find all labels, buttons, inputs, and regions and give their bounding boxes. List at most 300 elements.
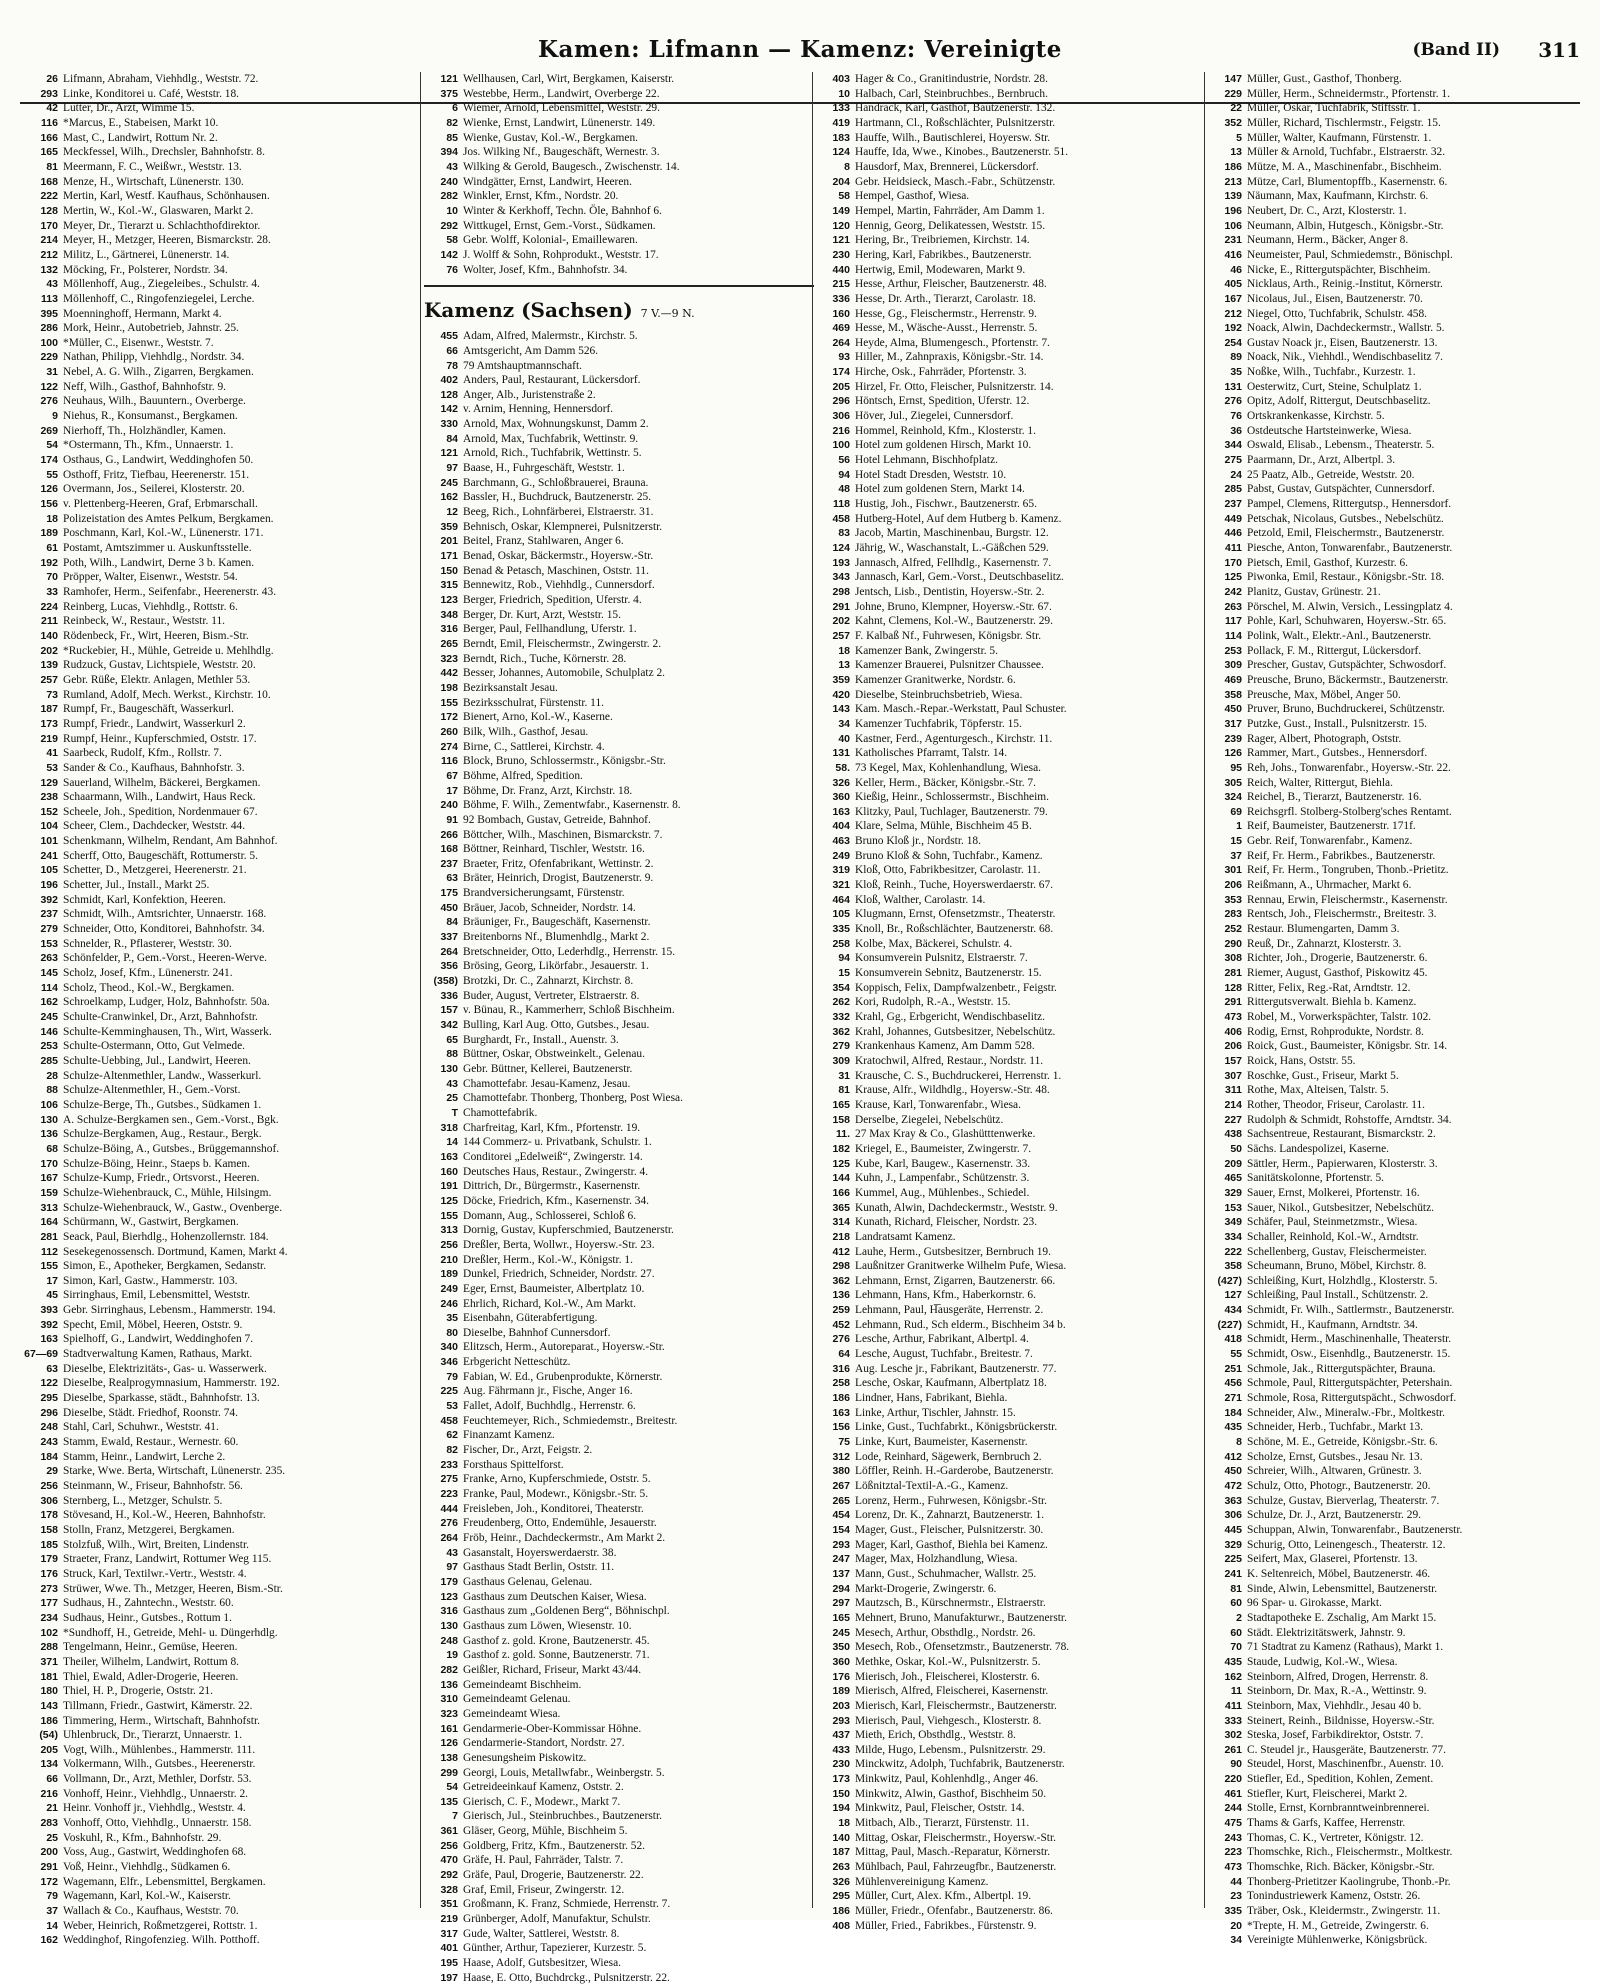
phone-number: 290 [1224, 937, 1242, 950]
entry-text: Uhlenbruck, Dr., Tierarzt, Unnaerstr. 1. [63, 1729, 243, 1742]
entry-text: Hotel zum goldenen Stern, Markt 14. [855, 483, 1025, 496]
directory-entry [424, 1912, 814, 1927]
phone-number: 43 [446, 160, 458, 173]
phone-number: 84 [446, 916, 458, 929]
phone-number: 34 [838, 717, 850, 730]
directory-entry [1208, 453, 1598, 468]
phone-number: 291 [1224, 996, 1242, 1009]
entry-text: Reichsgrfl. Stolberg-Stolberg'sches Rentamt. [1247, 805, 1452, 818]
directory-entry [1208, 101, 1598, 116]
directory-entry [24, 1772, 414, 1787]
phone-number: 244 [1224, 1802, 1242, 1815]
directory-entry [816, 966, 1206, 981]
entry-text: Lehmann, Paul, H͞ausgeräte, Herrenstr. 2. [855, 1304, 1044, 1317]
phone-number: 219 [40, 732, 58, 745]
entry-text: Brotzki, Dr. C., Zahnarzt, Kirchstr. 8. [463, 975, 634, 988]
entry-text: Reif, Fr. Herm., Tongruben, Thonb.-Prietitz. [1247, 864, 1449, 877]
phone-number: 295 [40, 1392, 58, 1405]
phone-number: 81 [46, 160, 58, 173]
directory-entry [424, 476, 814, 491]
phone-number: 84 [446, 432, 458, 445]
phone-number: 200 [40, 1846, 58, 1859]
phone-number: 14 [446, 1136, 458, 1149]
entry-text: Lindner, Hans, Fabrikant, Biehla. [855, 1392, 1008, 1405]
phone-number: 446 [1224, 527, 1242, 540]
entry-text: Freisleben, Joh., Konditorei, Theaterstr. [463, 1502, 644, 1515]
phone-number: 70 [46, 571, 58, 584]
entry-text: Mautzsch, B., Kürschnermstr., Elstraerstr. [855, 1597, 1046, 1610]
entry-text: Mertin, Karl, Westf. Kaufhaus, Schönhausen. [63, 190, 270, 203]
entry-text: Steska, Josef, Farbikdirektor, Oststr. 7. [1247, 1729, 1424, 1742]
phone-number: 362 [832, 1025, 850, 1038]
phone-number: 225 [440, 1385, 458, 1398]
directory-entry [24, 1245, 414, 1260]
directory-entry [424, 505, 814, 520]
entry-text: Großmann, K. Franz, Schmiede, Herrenstr. 7. [463, 1898, 671, 1911]
phone-number: 153 [1224, 1201, 1242, 1214]
entry-text: Klare, Selma, Mühle, Bischheim 45 B. [855, 820, 1032, 833]
directory-entry [424, 593, 814, 608]
entry-text: Sächs. Landespolizei, Kaserne. [1247, 1142, 1390, 1155]
entry-text: Bezirksanstalt Jesau. [463, 681, 558, 694]
entry-text: Kießig, Heinr., Schlossermstr., Bischheim. [855, 791, 1049, 804]
entry-text: Schmidt, Wilh., Amtsrichter, Unnaerstr. 168. [63, 908, 267, 921]
directory-entry [1208, 277, 1598, 292]
entry-text: Bennewitz, Rob., Viehhdlg., Cunnersdorf. [463, 579, 655, 592]
directory-entry [24, 1435, 414, 1450]
directory-entry [1208, 512, 1598, 527]
entry-text: Niegel, Otto, Tuchfabrik, Schulstr. 458. [1247, 307, 1428, 320]
entry-text: Neff, Wilh., Gasthof, Bahnhofstr. 9. [63, 380, 226, 393]
entry-text: Sternberg, L., Metzger, Schulstr. 5. [63, 1494, 223, 1507]
directory-entry [24, 292, 414, 307]
directory-entry [816, 1728, 1206, 1743]
entry-text: Dittrich, Dr., Bürgermstr., Kasernenstr. [463, 1180, 641, 1193]
entry-text: Adam, Alfred, Malermstr., Kirchstr. 5. [463, 330, 638, 343]
directory-entry [24, 160, 414, 175]
phone-number: 452 [832, 1318, 850, 1331]
phone-number: 230 [832, 1758, 850, 1771]
phone-number: 249 [832, 849, 850, 862]
directory-entry [816, 424, 1206, 439]
phone-number: 162 [40, 996, 58, 1009]
phone-number: 318 [440, 1121, 458, 1134]
column-divider [420, 72, 421, 1908]
entry-text: Jos. Wilking Nf., Baugeschäft, Wernestr. 3. [463, 146, 660, 159]
directory-entry [24, 1406, 414, 1421]
phone-number: 324 [1224, 791, 1242, 804]
entry-text: Spielhoff, G., Landwirt, Weddinghofen 7. [63, 1333, 254, 1346]
phone-number: 121 [832, 234, 850, 247]
entry-text: Hempel, Martin, Fahrräder, Am Damm 1. [855, 204, 1045, 217]
directory-entry [24, 585, 414, 600]
phone-number: 19 [446, 1649, 458, 1662]
phone-number: 56 [838, 454, 850, 467]
phone-number: 186 [832, 1392, 850, 1405]
directory-entry [424, 1399, 814, 1414]
entry-text: Mitbach, Alb., Tierarzt, Fürstenstr. 11. [855, 1817, 1030, 1830]
entry-text: Braeter, Fritz, Ofenfabrikant, Wettinstr. 2. [463, 857, 654, 870]
directory-entry [24, 277, 414, 292]
directory-entry [424, 204, 814, 219]
directory-entry [424, 534, 814, 549]
directory-entry [24, 1259, 414, 1274]
phone-number: 62 [446, 1429, 458, 1442]
phone-number: 90 [1230, 1758, 1242, 1771]
column-1 [24, 72, 414, 1947]
phone-number: 33 [46, 585, 58, 598]
directory-entry [1208, 1743, 1598, 1758]
entry-text: Vollmann, Dr., Arzt, Methler, Dorfstr. 53. [63, 1773, 252, 1786]
phone-number: 323 [440, 1707, 458, 1720]
phone-number: 214 [40, 234, 58, 247]
directory-entry [424, 1355, 814, 1370]
phone-number: 475 [1224, 1817, 1242, 1830]
directory-entry [424, 974, 814, 989]
directory-entry [816, 1772, 1206, 1787]
directory-entry [1208, 688, 1598, 703]
entry-text: Schulze-Altenmethler, H., Gem.-Vorst. [63, 1084, 241, 1097]
phone-number: 245 [832, 1626, 850, 1639]
phone-number: 147 [1224, 73, 1242, 85]
entry-text: Lehmann, Rud., Sch elderm., Bischheim 34 b. [855, 1318, 1066, 1331]
directory-entry [1208, 1450, 1598, 1465]
entry-text: Noack, Nik., Viehhdl., Wendischbaselitz 7. [1247, 351, 1444, 364]
phone-number: 22 [1230, 102, 1242, 115]
entry-text: Fröb, Heinr., Dachdeckermstr., Am Markt 2. [463, 1532, 666, 1544]
entry-text: Arnold, Rich., Tuchfabrik, Wettinstr. 5. [463, 447, 642, 460]
phone-number: 183 [832, 131, 850, 144]
directory-entry [816, 1538, 1206, 1553]
directory-entry [24, 468, 414, 483]
directory-entry [424, 1546, 814, 1561]
entry-text: Markt-Drogerie, Zwingerstr. 6. [855, 1582, 997, 1595]
phone-number: 152 [40, 805, 58, 818]
phone-number: 279 [832, 1040, 850, 1053]
directory-entry [816, 1552, 1206, 1567]
phone-number: 186 [832, 1905, 850, 1918]
directory-entry [424, 1766, 814, 1781]
phone-number: 70 [1230, 1641, 1242, 1654]
directory-entry [1208, 746, 1598, 761]
directory-entry [816, 614, 1206, 629]
entry-text: Wagemann, Karl, Kol.-W., Kaiserstr. [63, 1890, 231, 1903]
entry-text: Oswald, Elisab., Lebensm., Theaterstr. 5. [1247, 439, 1435, 452]
directory-entry [424, 160, 814, 175]
entry-text: Hutberg-Hotel, Auf dem Hutberg b. Kamenz. [855, 512, 1062, 525]
directory-entry [1208, 790, 1598, 805]
directory-entry [1208, 321, 1598, 336]
phone-number: 55 [46, 468, 58, 481]
entry-text: Moenninghoff, Hermann, Markt 4. [63, 307, 222, 320]
directory-entry [1208, 1098, 1598, 1113]
phone-number: 143 [832, 703, 850, 716]
directory-entry [816, 1655, 1206, 1670]
entry-text: Pörschel, M. Alwin, Versich., Lessingplatz 4. [1247, 600, 1453, 613]
directory-entry [816, 145, 1206, 160]
phone-number: 168 [440, 843, 458, 856]
directory-entry [424, 1795, 814, 1810]
phone-number: 102 [40, 1626, 58, 1639]
phone-number: 41 [46, 747, 58, 760]
entry-text: Berndt, Rich., Tuche, Körnerstr. 28. [463, 652, 627, 665]
entry-text: Simon, E., Apotheker, Bergkamen, Sedanstr. [63, 1260, 267, 1273]
phone-number: 442 [440, 667, 458, 680]
phone-number: 106 [40, 1098, 58, 1111]
phone-number: 209 [1224, 1157, 1242, 1170]
directory-entry [24, 365, 414, 380]
phone-number: 349 [1224, 1216, 1242, 1229]
directory-entry [1208, 482, 1598, 497]
directory-entry [24, 87, 414, 102]
directory-entry [816, 468, 1206, 483]
directory-entry [24, 72, 414, 87]
phone-number: 312 [832, 1450, 850, 1463]
phone-number: 308 [1224, 952, 1242, 965]
entry-text: Roick, Gust., Baumeister, Königsbr. Str. 14. [1247, 1040, 1448, 1053]
entry-text: Brösing, Georg, Likörfabr., Jesauerstr. 1. [463, 960, 649, 973]
phone-number: 252 [1224, 923, 1242, 936]
phone-number: 317 [1224, 717, 1242, 730]
entry-text: Schenkmann, Wilhelm, Rendant, Am Bahnhof. [63, 835, 278, 848]
directory-entry [816, 482, 1206, 497]
phone-number: 187 [832, 1846, 850, 1859]
directory-entry [1208, 1772, 1598, 1787]
directory-entry [24, 893, 414, 908]
phone-number: 283 [40, 1817, 58, 1830]
directory-entry [1208, 204, 1598, 219]
phone-number: 438 [1224, 1128, 1242, 1141]
entry-text: Landratsamt Kamenz. [855, 1230, 956, 1243]
directory-entry [24, 101, 414, 116]
phone-number: 43 [446, 1546, 458, 1559]
phone-number: 40 [838, 732, 850, 745]
directory-entry [24, 1362, 414, 1377]
directory-entry [24, 1816, 414, 1831]
entry-text: Bienert, Arno, Kol.-W., Kaserne. [463, 711, 613, 724]
phone-number: 392 [40, 1318, 58, 1331]
phone-number: 34 [1230, 1934, 1242, 1947]
directory-entry [816, 1860, 1206, 1875]
phone-number: 42 [46, 102, 58, 115]
directory-entry [816, 1699, 1206, 1714]
entry-text: Bezirksschulrat, Fürstenstr. 11. [463, 696, 604, 709]
entry-text: Scholze, Ernst, Gutsbes., Jesau Nr. 13. [1247, 1450, 1423, 1463]
directory-entry [424, 1194, 814, 1209]
entry-text: Rödenbeck, Fr., Wirt, Heeren, Bism.-Str. [63, 629, 249, 642]
phone-number: 174 [832, 366, 850, 379]
phone-number: 239 [1224, 732, 1242, 745]
entry-text: Stahl, Carl, Schuhwr., Weststr. 41. [63, 1421, 219, 1434]
phone-number: 6 [452, 102, 458, 115]
entry-text: Anders, Paul, Restaurant, Lückersdorf. [463, 374, 641, 387]
entry-text: Scheumann, Bruno, Möbel, Kirchstr. 8. [1247, 1260, 1427, 1273]
entry-text: v. Bünau, R., Kammerherr, Schloß Bischheim. [463, 1004, 675, 1017]
phone-number: 11 [1230, 1685, 1242, 1698]
entry-text: Thomas, C. K., Vertreter, Königstr. 12. [1247, 1831, 1424, 1844]
directory-entry [24, 438, 414, 453]
directory-entry [424, 1209, 814, 1224]
entry-text: Krahl, Johannes, Gutsbesitzer, Nebelschütz. [855, 1025, 1056, 1038]
directory-entry [424, 1326, 814, 1341]
directory-entry [424, 1941, 814, 1956]
phone-number: 257 [832, 629, 850, 642]
directory-entry [24, 1376, 414, 1391]
entry-text: Windgätter, Ernst, Landwirt, Heeren. [463, 175, 632, 188]
phone-number: 69 [1230, 805, 1242, 818]
entry-text: Osthoff, Fritz, Tiefbau, Heerenerstr. 151. [63, 468, 250, 481]
directory-entry [424, 145, 814, 160]
phone-number: 335 [1224, 1905, 1242, 1918]
phone-number: 76 [446, 263, 458, 276]
directory-entry [24, 1113, 414, 1128]
phone-number: 186 [1224, 160, 1242, 173]
entry-text: Mieth, Erich, Obsthdlg., Weststr. 8. [855, 1729, 1016, 1742]
directory-entry [816, 292, 1206, 307]
directory-entry [816, 1611, 1206, 1626]
phone-number: 176 [40, 1567, 58, 1580]
entry-text: Sauer, Ernst, Molkerei, Pfortenstr. 16. [1247, 1186, 1420, 1199]
phone-number: 116 [41, 116, 58, 129]
phone-number: 215 [832, 278, 850, 291]
directory-entry [24, 394, 414, 409]
phone-number: 164 [40, 1216, 58, 1229]
directory-entry [1208, 248, 1598, 263]
phone-number: 128 [1224, 981, 1242, 994]
directory-entry [24, 570, 414, 585]
entry-text: Müller, Herm., Schneidermstr., Pfortenstr. 1. [1247, 87, 1450, 100]
entry-text: Koppisch, Felix, Dampfwalzenbetr., Feigstr. [855, 981, 1057, 994]
phone-number: 469 [832, 322, 850, 335]
entry-text: Niehus, R., Konsumanst., Bergkamen. [63, 410, 238, 423]
phone-number: 404 [832, 820, 850, 833]
entry-text: Schulze, Dr. J., Arzt, Bautzenerstr. 29. [1247, 1509, 1421, 1522]
phone-number: 267 [832, 1480, 850, 1492]
phone-number: 411 [1225, 1699, 1242, 1712]
directory-entry [24, 1054, 414, 1069]
phone-number: 256 [40, 1480, 58, 1492]
entry-text: Mierisch, Alfred, Fleischerei, Kasernenstr. [855, 1685, 1049, 1698]
directory-entry [1208, 1801, 1598, 1816]
phone-number: 83 [838, 527, 850, 540]
directory-entry [424, 1311, 814, 1326]
directory-entry [24, 1069, 414, 1084]
entry-text: Franke, Paul, Modewr., Königsbr.-Str. 5. [463, 1488, 649, 1501]
directory-entry [424, 784, 814, 799]
entry-text: Günther, Arthur, Tapezierer, Kurzestr. 5. [463, 1942, 647, 1955]
entry-text: Elitzsch, Herm., Autoreparat., Hoyersw.-Str. [463, 1341, 665, 1354]
directory-entry [816, 1494, 1206, 1509]
entry-text: Schmidt, Herm., Maschinenhalle, Theaterstr. [1247, 1333, 1452, 1346]
entry-text: Sander & Co., Kaufhaus, Bahnhofstr. 3. [63, 761, 245, 774]
directory-entry [424, 520, 814, 535]
phone-number: 85 [446, 131, 458, 144]
phone-number: 201 [440, 535, 458, 548]
entry-text: Wittkugel, Ernst, Gem.-Vorst., Südkamen. [463, 219, 656, 232]
directory-entry [1208, 365, 1598, 380]
entry-text: Richter, Joh., Drogerie, Bautzenerstr. 6. [1247, 952, 1428, 965]
directory-entry [424, 666, 814, 681]
directory-entry [816, 1039, 1206, 1054]
directory-entry [816, 1376, 1206, 1391]
phone-number: 218 [832, 1230, 850, 1243]
entry-text: Winter & Kerkhoff, Techn. Öle, Bahnhof 6. [463, 204, 662, 217]
entry-text: Krause, Alfr., Wildhdlg., Hoyersw.-Str. 48. [855, 1084, 1050, 1097]
phone-number: 161 [440, 1722, 458, 1735]
phone-number: 306 [40, 1494, 58, 1507]
directory-entry [424, 219, 814, 234]
entry-text: Piwonka, Emil, Restaur., Königsbr.-Str. 18. [1247, 571, 1445, 584]
directory-entry [24, 717, 414, 732]
phone-number: 31 [46, 366, 58, 379]
entry-text: Forsthaus Spittelforst. [463, 1458, 564, 1471]
directory-entry [424, 901, 814, 916]
phone-number: 189 [832, 1685, 850, 1698]
directory-entry [24, 1626, 414, 1641]
entry-text: Schleißing, Kurt, Holzhdlg., Klosterstr. 5. [1247, 1274, 1438, 1287]
entry-text: Hesse, M., Wäsche-Ausst., Herrenstr. 5. [855, 322, 1038, 335]
phone-number: 435 [1224, 1655, 1242, 1668]
phone-number: 434 [1224, 1304, 1242, 1317]
entry-text: Burghardt, Fr., Install., Auenstr. 3. [463, 1033, 619, 1046]
directory-entry [1208, 1420, 1598, 1435]
phone-number: 48 [838, 483, 850, 496]
directory-entry [1208, 1728, 1598, 1743]
entry-text: Steinborn, Dr. Max, R.-A., Wettinstr. 9. [1247, 1685, 1427, 1698]
phone-number: (358) [433, 975, 458, 988]
entry-text: Berndt, Emil, Fleischermstr., Zwingerstr. 2. [463, 637, 662, 650]
phone-number: 94 [838, 468, 850, 481]
entry-text: Steinborn, Alfred, Drogen, Herrenstr. 8. [1247, 1670, 1429, 1683]
phone-number: 184 [1224, 1406, 1242, 1419]
phone-number: 121 [440, 447, 458, 460]
entry-text: Nicolaus, Jul., Eisen, Bautzenerstr. 70. [1247, 292, 1423, 305]
entry-text: Lehmann, Ernst, Zigarren, Bautzenerstr. 66. [855, 1274, 1056, 1287]
phone-number: 26 [46, 73, 58, 85]
entry-text: Hempel, Gasthof, Wiesa. [855, 190, 970, 203]
entry-text: Ramhofer, Herm., Seifenfabr., Heerenerstr. 43. [63, 585, 277, 598]
entry-text: Lehmann, Hans, Kfm., Haberkornstr. 6. [855, 1289, 1036, 1302]
entry-text: Schnelder, R., Pflasterer, Weststr. 30. [63, 937, 232, 950]
phone-number: 123 [440, 594, 458, 606]
directory-entry [424, 1853, 814, 1868]
entry-text: Steinert, Reinh., Bildnisse, Hoyersw.-Str. [1247, 1714, 1435, 1727]
entry-text: Hirzel, Fr. Otto, Fleischer, Pulsnitzerstr. 14. [855, 380, 1054, 393]
phone-number: 167 [40, 1172, 58, 1185]
phone-number: 337 [440, 931, 458, 944]
directory-entry [816, 907, 1206, 922]
entry-text: Fischer, Dr., Arzt, Feigstr. 2. [463, 1444, 593, 1457]
entry-text: Gude, Walter, Sattlerei, Weststr. 8. [463, 1927, 620, 1940]
directory-entry [424, 131, 814, 146]
directory-entry [816, 160, 1206, 175]
section-hours: 7 V.—9 N. [640, 307, 695, 321]
phone-number: 100 [40, 336, 58, 349]
directory-entry [24, 1919, 414, 1934]
directory-entry [424, 637, 814, 652]
directory-entry [424, 1077, 814, 1092]
entry-text: Gebr. Wolff, Kolonial-, Emaillewaren. [463, 234, 638, 247]
phone-number: 8 [1236, 1436, 1242, 1449]
phone-number: 137 [832, 1567, 850, 1580]
phone-number: 88 [446, 1048, 458, 1061]
entry-text: Schmidt, Osw., Eisenhdlg., Bautzenerstr. 15. [1247, 1348, 1451, 1361]
entry-text: Scheer, Clem., Dachdecker, Weststr. 44. [63, 820, 246, 833]
phone-number: 37 [46, 1905, 58, 1918]
entry-text: Gläser, Georg, Mühle, Bischheim 5. [463, 1825, 628, 1838]
entry-text: Reinbeck, W., Restaur., Weststr. 11. [63, 615, 226, 628]
entry-text: Kamenzer Tuchfabrik, Töpferstr. 15. [855, 717, 1022, 730]
